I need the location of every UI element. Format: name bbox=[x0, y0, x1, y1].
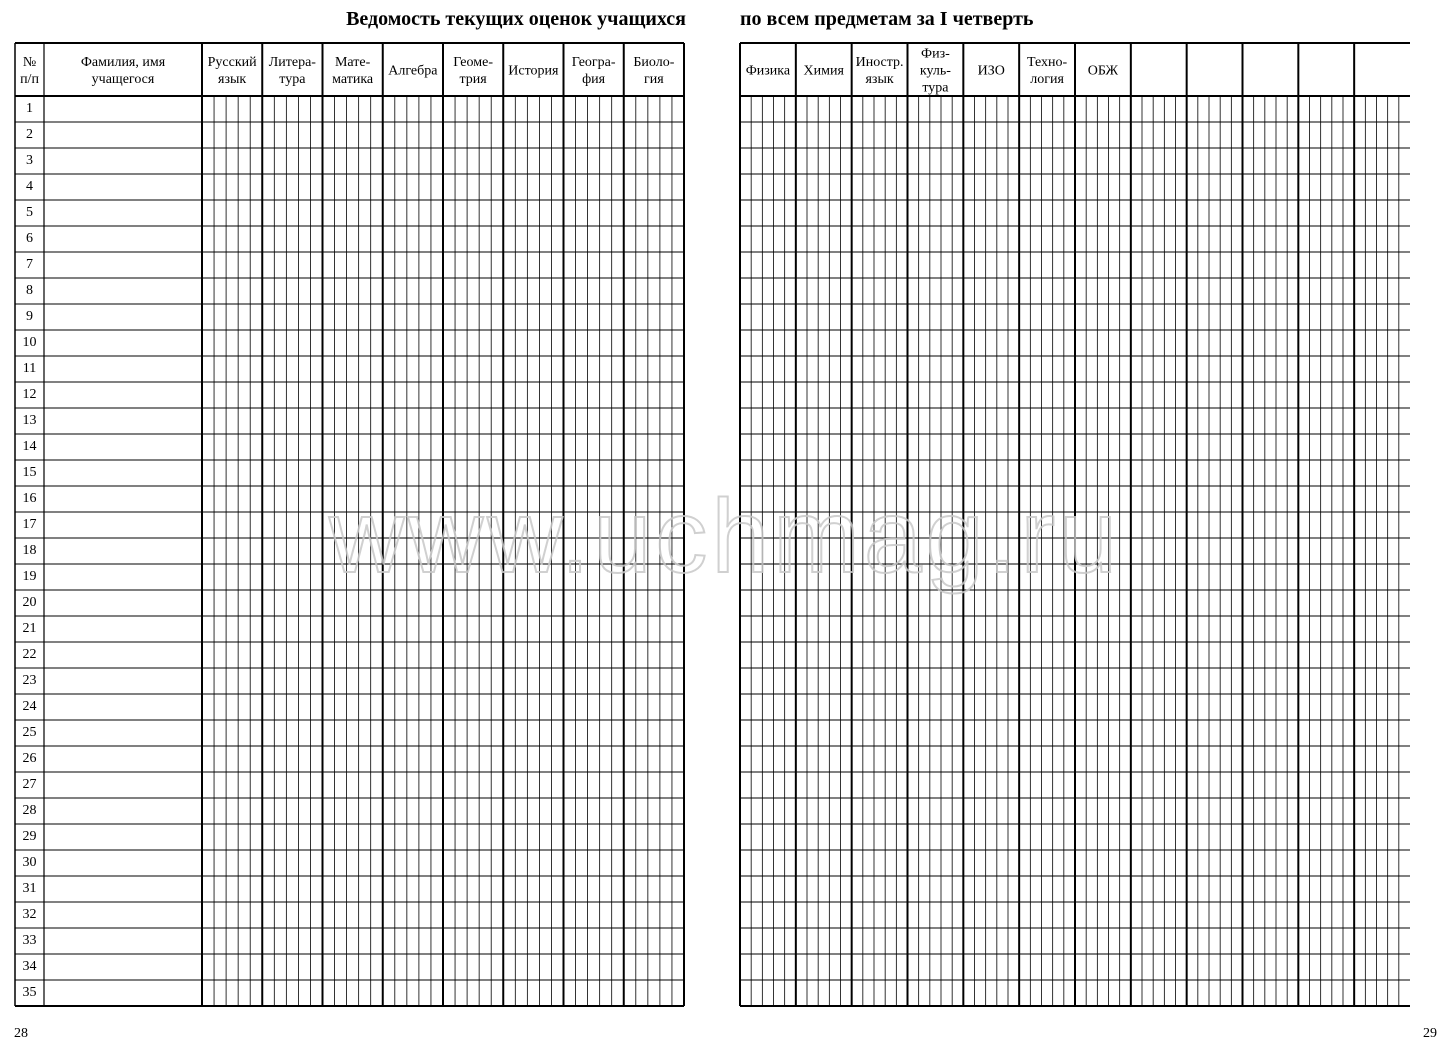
subject-header: Иностр. bbox=[855, 55, 904, 70]
subject-header: куль- bbox=[919, 63, 951, 79]
subject-header: тура bbox=[922, 80, 949, 96]
subject-header: Алгебра bbox=[388, 63, 438, 79]
row-number: 15 bbox=[22, 465, 37, 480]
row-number: 26 bbox=[22, 751, 37, 766]
subject-header: Геоме- bbox=[453, 55, 493, 70]
row-number: 8 bbox=[26, 283, 33, 298]
subject-header: Химия bbox=[803, 63, 844, 79]
subject-header: язык bbox=[218, 72, 247, 87]
left-page bbox=[0, 0, 722, 1048]
subject-header: трия bbox=[459, 72, 487, 87]
row-number: 20 bbox=[22, 595, 37, 610]
row-number: 33 bbox=[22, 933, 37, 948]
row-number: 1 bbox=[26, 101, 33, 116]
name-column-header: Фамилия, имя bbox=[80, 55, 166, 70]
subject-header: Литера- bbox=[268, 55, 316, 70]
row-number: 28 bbox=[22, 803, 37, 818]
row-number: 34 bbox=[22, 959, 37, 974]
subject-header: ИЗО bbox=[977, 63, 1005, 79]
subject-header: Мате- bbox=[334, 55, 371, 70]
subject-header: гия bbox=[644, 72, 664, 87]
subject-header: История bbox=[508, 63, 559, 79]
row-number: 22 bbox=[22, 647, 37, 662]
row-number: 23 bbox=[22, 673, 37, 688]
row-number: 18 bbox=[22, 543, 37, 558]
row-number: 14 bbox=[22, 439, 37, 454]
row-number: 13 bbox=[22, 413, 37, 428]
row-number: 10 bbox=[22, 335, 37, 350]
number-column-header: п/п bbox=[20, 72, 39, 87]
name-column-header: учащегося bbox=[91, 72, 155, 87]
row-number: 11 bbox=[22, 361, 37, 376]
right-page-title: по всем предметам за I четверть bbox=[740, 8, 1034, 30]
row-number: 30 bbox=[22, 855, 37, 870]
row-number: 24 bbox=[22, 699, 37, 714]
right-page-number: 29 bbox=[1423, 1026, 1437, 1041]
row-number: 7 bbox=[26, 257, 33, 272]
subject-header: Русский bbox=[207, 55, 257, 70]
subject-header: тура bbox=[279, 72, 306, 87]
row-number: 25 bbox=[22, 725, 37, 740]
row-number: 5 bbox=[26, 205, 33, 220]
subject-header: логия bbox=[1030, 72, 1064, 87]
subject-header: фия bbox=[582, 72, 606, 87]
row-number: 17 bbox=[22, 517, 37, 532]
row-number: 31 bbox=[22, 881, 37, 896]
subject-header: Физ- bbox=[921, 46, 950, 62]
left-page-number: 28 bbox=[14, 1026, 28, 1041]
row-number: 16 bbox=[22, 491, 37, 506]
row-number: 19 bbox=[22, 569, 37, 584]
right-grade-table bbox=[722, 0, 1445, 1048]
number-column-header: № bbox=[22, 55, 37, 70]
row-number: 35 bbox=[22, 985, 37, 1000]
subject-header: матика bbox=[332, 72, 374, 87]
row-number: 9 bbox=[26, 309, 33, 324]
subject-header: язык bbox=[865, 72, 894, 87]
row-number: 21 bbox=[22, 621, 37, 636]
row-number: 3 bbox=[26, 153, 33, 168]
subject-header: Физика bbox=[745, 63, 791, 79]
left-page-title: Ведомость текущих оценок учащихся bbox=[346, 8, 686, 30]
row-number: 12 bbox=[22, 387, 37, 402]
subject-header: Геогра- bbox=[571, 55, 616, 70]
row-number: 27 bbox=[22, 777, 37, 792]
row-number: 32 bbox=[22, 907, 37, 922]
subject-header: Техно- bbox=[1026, 55, 1068, 70]
row-number: 29 bbox=[22, 829, 37, 844]
watermark-text: www.uchmag.ru bbox=[329, 479, 1121, 595]
row-number: 6 bbox=[26, 231, 33, 246]
left-grade-table bbox=[0, 0, 722, 1048]
right-page bbox=[722, 0, 1445, 1048]
row-number: 2 bbox=[26, 127, 33, 142]
row-number: 4 bbox=[26, 179, 33, 194]
subject-header: Биоло- bbox=[633, 55, 675, 70]
subject-header: ОБЖ bbox=[1087, 63, 1119, 79]
